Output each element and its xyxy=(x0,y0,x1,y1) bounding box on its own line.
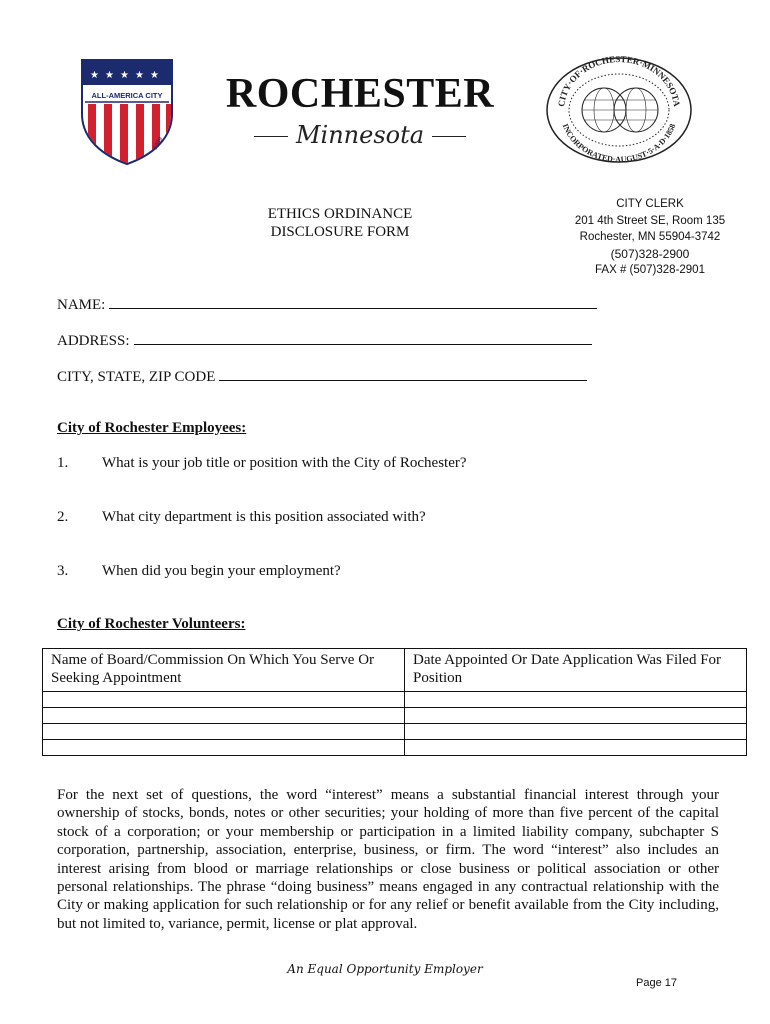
question-number: 2. xyxy=(57,509,69,525)
employee-question-3 xyxy=(57,563,341,580)
table-header-row xyxy=(43,649,747,692)
svg-text:★: ★ xyxy=(135,70,144,81)
svg-text:★: ★ xyxy=(105,70,114,81)
table-row xyxy=(43,740,747,756)
table-row xyxy=(43,724,747,740)
page-number: Page 17 xyxy=(636,977,677,989)
address-input-line[interactable] xyxy=(134,330,592,345)
table-cell[interactable] xyxy=(405,708,747,724)
clerk-title: CITY CLERK xyxy=(616,198,684,210)
city-state-zip-input-line[interactable] xyxy=(219,366,587,381)
city-clerk-contact xyxy=(555,196,745,279)
clerk-address-line1: 201 4th Street SE, Room 135 xyxy=(574,214,726,227)
city-seal-logo xyxy=(544,56,694,164)
address-field xyxy=(57,330,592,350)
table-cell[interactable] xyxy=(43,692,405,708)
rochester-wordmark xyxy=(210,72,510,150)
name-field xyxy=(57,294,597,314)
volunteer-table xyxy=(42,648,747,756)
city-state-zip-field xyxy=(57,366,587,386)
employees-heading: City of Rochester Employees: xyxy=(57,420,247,436)
all-america-city-shield-logo xyxy=(80,58,174,166)
question-text: What is your job title or position with the City of Rochester? xyxy=(102,455,467,471)
interest-definition-paragraph: For the next set of questions, the word “interest” means a substantial financial interest through your ownership of stocks, bonds, notes or other securities; your holding of more than five percent of the capital stock of a corporation; or your membership or participation in a limited liability company, subchapter S corporation, partnership, association, enterprise, business, or firm. The word “interest” also includes an interest arising from blood or marriage relationships or close business or political association or other personal relationships. The phrase “doing business” means engaged in any contractual relationship with the City or making application for such relationship or for any relief or benefit available from the City including, but not limited to, variance, permit, license or plat approval. xyxy=(57,787,719,932)
name-input-line[interactable] xyxy=(109,294,597,309)
city-state-zip-label: CITY, STATE, ZIP CODE xyxy=(57,369,216,385)
name-label: NAME: xyxy=(57,297,106,313)
equal-opportunity-footer: An Equal Opportunity Employer xyxy=(287,962,483,976)
clerk-fax: FAX # (507)328-2901 xyxy=(595,264,705,276)
table-cell[interactable] xyxy=(43,740,405,756)
employee-question-2 xyxy=(57,509,426,526)
table-cell[interactable] xyxy=(405,724,747,740)
question-text: What city department is this position associated with? xyxy=(102,509,426,525)
brand-subtitle: Minnesota xyxy=(210,120,510,150)
volunteers-heading: City of Rochester Volunteers: xyxy=(57,616,246,632)
svg-text:INCORPORATED·AUGUST·5·A·D·1858: INCORPORATED·AUGUST·5·A·D·1858 xyxy=(560,122,678,164)
address-label: ADDRESS: xyxy=(57,333,130,349)
form-title-line2: DISCLOSURE FORM xyxy=(270,224,410,240)
table-cell[interactable] xyxy=(405,692,747,708)
form-title-line1: ETHICS ORDINANCE xyxy=(267,206,413,222)
svg-text:★: ★ xyxy=(90,70,99,81)
brand-name: ROCHESTER xyxy=(225,71,495,117)
table-row xyxy=(43,708,747,724)
table-cell[interactable] xyxy=(43,708,405,724)
svg-text:CITY·OF·ROCHESTER·MINNESOTA: CITY·OF·ROCHESTER·MINNESOTA xyxy=(556,56,682,108)
svg-text:★: ★ xyxy=(120,70,129,81)
question-text: When did you begin your employment? xyxy=(102,563,341,579)
question-number: 3. xyxy=(57,563,69,579)
table-cell[interactable] xyxy=(405,740,747,756)
svg-text:1989: 1989 xyxy=(152,136,165,151)
svg-text:ALL-AMERICA CITY: ALL-AMERICA CITY xyxy=(91,91,163,100)
clerk-phone: (507)328-2900 xyxy=(610,246,690,261)
table-cell[interactable] xyxy=(43,724,405,740)
form-title xyxy=(240,205,440,241)
svg-text:★: ★ xyxy=(150,70,159,81)
question-number: 1. xyxy=(57,455,69,471)
table-row xyxy=(43,692,747,708)
clerk-address-line2: Rochester, MN 55904-3742 xyxy=(579,231,721,243)
table-header-board: Name of Board/Commission On Which You Serve Or Seeking Appointment xyxy=(43,649,405,692)
employee-question-1 xyxy=(57,455,467,472)
table-header-date: Date Appointed Or Date Application Was Filed For Position xyxy=(405,649,747,692)
